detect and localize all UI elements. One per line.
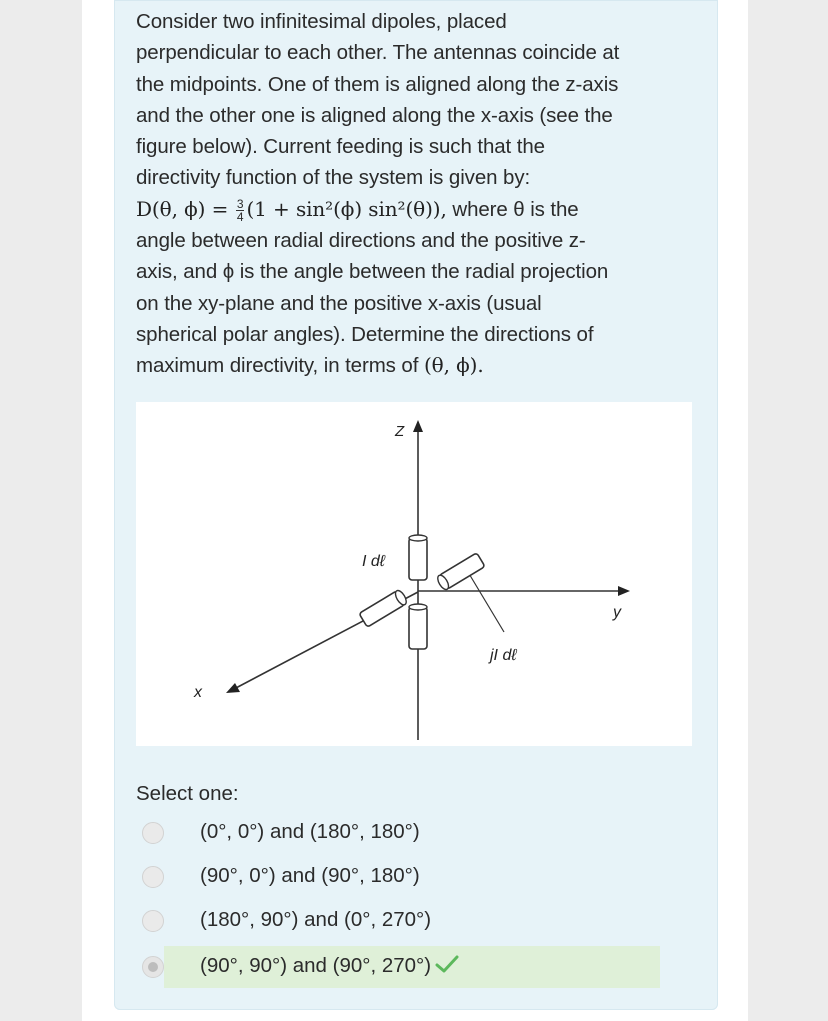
formula-line: [136, 194, 696, 225]
option-text[interactable]: (180°, 90°) and (0°, 270°): [200, 908, 432, 931]
last-line-math: (θ, ϕ).: [423, 353, 484, 378]
radio-button[interactable]: [142, 866, 164, 888]
question-line: axis, and ϕ is the angle between the radial projection: [136, 260, 609, 284]
option-text: (90°, 90°) and (90°, 270°): [200, 954, 432, 977]
formula-tail: where θ is the: [446, 197, 579, 221]
radio-button[interactable]: [142, 822, 164, 844]
y-axis-label: y: [613, 604, 621, 621]
formula-lhs: D(θ, ϕ) =: [136, 196, 229, 221]
question-line: perpendicular to each other. The antennas coincide at: [136, 41, 620, 65]
x-dipole-back: [436, 553, 485, 591]
answer-option[interactable]: [136, 812, 660, 854]
question-line: and the other one is aligned along the x-axis (see the: [136, 103, 613, 127]
formula-rhs: (1 + sin²(ϕ) sin²(θ)),: [246, 196, 447, 221]
question-line: figure below). Current feeding is such that the: [136, 135, 545, 159]
dipole-z-label: I dℓ: [362, 553, 385, 570]
question-line: on the xy-plane and the positive x-axis (usual: [136, 291, 542, 315]
z-axis-label: Z: [395, 423, 405, 440]
dipole-x-leader: [468, 572, 504, 632]
question-line: angle between radial directions and the positive z-: [136, 229, 586, 253]
fraction-denominator: 4: [236, 209, 244, 224]
answer-option[interactable]: [136, 856, 660, 898]
radio-button-selected[interactable]: [142, 956, 164, 978]
y-axis-arrow: [618, 586, 630, 596]
question-line: spherical polar angles). Determine the directions of: [136, 322, 594, 346]
answer-option-correct[interactable]: [164, 946, 660, 988]
question-line: Consider two infinitesimal dipoles, placed: [136, 10, 507, 33]
dipole-x-label: jI dℓ: [490, 647, 517, 664]
radio-dot: [148, 962, 158, 972]
dipole-diagram: [136, 402, 692, 746]
last-line-text: maximum directivity, in terms of: [136, 354, 424, 378]
option-text[interactable]: (90°, 0°) and (90°, 180°): [200, 864, 420, 887]
x-axis-label: x: [194, 684, 202, 701]
dipole-figure: [136, 402, 692, 746]
question-card: [114, 0, 718, 1010]
z-axis-arrow: [413, 420, 423, 432]
option-text-line[interactable]: [200, 954, 459, 978]
option-text[interactable]: (0°, 0°) and (180°, 180°): [200, 820, 420, 843]
checkmark-icon: [435, 954, 459, 974]
formula-fraction: [236, 198, 245, 223]
question-line: the midpoints. One of them is aligned along the z-axis: [136, 72, 619, 96]
question-text: [136, 6, 696, 382]
answer-option[interactable]: [136, 900, 660, 942]
x-dipole-front: [359, 589, 408, 627]
question-last-line: [136, 350, 696, 381]
x-axis-arrow: [226, 683, 240, 693]
fraction-numerator: 3: [236, 196, 244, 211]
radio-button[interactable]: [142, 910, 164, 932]
select-one-label: Select one:: [136, 782, 239, 805]
question-line: directivity function of the system is given by:: [136, 166, 531, 190]
